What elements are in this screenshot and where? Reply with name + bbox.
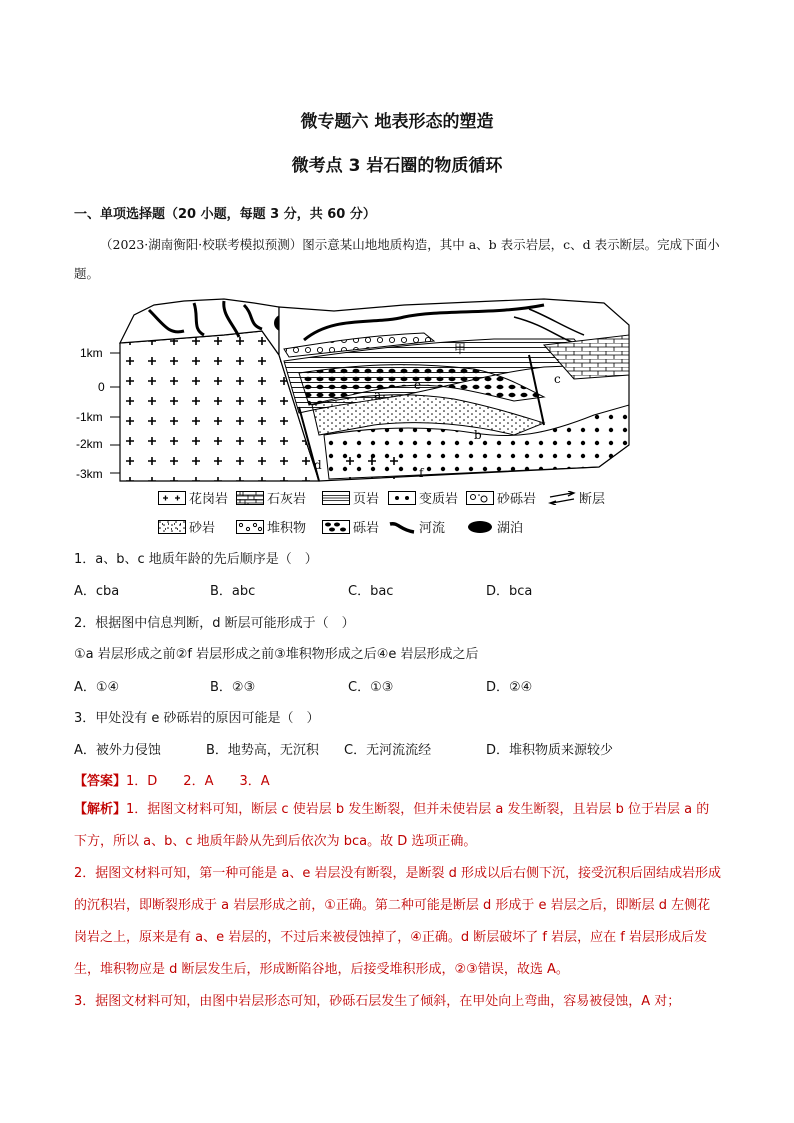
axis-label-minus2km: -2km [76, 437, 103, 451]
sandstone-icon [158, 520, 186, 534]
question-2-statements: ①a 岩层形成之前②f 岩层形成之前③堆积物形成之后④e 岩层形成之后 [74, 647, 479, 662]
axis-label-minus3km: -3km [76, 467, 103, 481]
axis-label-1km: 1km [80, 346, 103, 360]
label-b: b [474, 428, 482, 442]
option[interactable]: D．②④ [486, 680, 533, 695]
fault-icon [548, 491, 576, 505]
option[interactable]: C．无河流流经 [344, 743, 432, 758]
shale-icon [322, 491, 350, 505]
label-c: c [554, 372, 561, 386]
label-jia: 甲 [454, 342, 467, 356]
sandy-conglomerate-icon [466, 491, 494, 505]
question-2-stem: 2．根据图中信息判断，d 断层可能形成于（ ） [74, 616, 355, 631]
diagram-legend [150, 486, 650, 542]
legend-item: 页岩 [322, 488, 379, 507]
option[interactable]: C．bac [348, 584, 394, 599]
legend-item: 堆积物 [236, 517, 306, 536]
legend-item: 花岗岩 [158, 488, 228, 507]
legend-item: 石灰岩 [236, 488, 306, 507]
question-intro: （2023·湖南衡阳·校联考模拟预测）图示意某山地地质构造，其中 a、b 表示岩层，c、d 表示断层。完成下面小题。 [74, 237, 720, 281]
option[interactable]: A．cba [74, 584, 120, 599]
label-f: f [419, 466, 424, 480]
legend-item: 湖泊 [466, 517, 523, 536]
page-subtitle: 微考点 3 岩石圈的物质循环 [291, 156, 503, 176]
analysis-paragraph-2: 2．据图文材料可知，第一种可能是 a、e 岩层没有断裂，是断裂 d 形成以后右侧下沉，接受沉积后固结成岩形成的沉积岩，即断裂形成于 a 岩层形成之前，①正确。第二种可能是断层 d 形成于 e 岩层之后，即断层 d 左侧花岗岩之上，原来是有 a、e 岩层的，不过后来被侵蚀掉了，④正确。d 断层破坏了 f 岩层，应在 f 岩层形成后发生，堆积物应是 d 断层发生后，形成断陷谷地，后接受堆积形成，②③错误，故选 A。 [74, 866, 722, 977]
river-icon [388, 520, 416, 534]
option[interactable]: D．堆积物质来源较少 [486, 743, 614, 758]
option[interactable]: B．②③ [210, 680, 256, 695]
answer-line [74, 770, 270, 789]
limestone-icon [236, 491, 264, 505]
legend-item: 断层 [548, 488, 605, 507]
lake-icon [466, 520, 494, 534]
axis-label-0: 0 [98, 380, 105, 394]
legend-item: 砂岩 [158, 517, 215, 536]
label-e: e [414, 378, 422, 392]
question-3-stem: 3．甲处没有 e 砂砾岩的原因可能是（ ） [74, 711, 320, 726]
deposit-icon [236, 520, 264, 534]
option[interactable]: B．地势高，无沉积 [206, 743, 319, 758]
question-1-stem: 1．a、b、c 地质年龄的先后顺序是（ ） [74, 552, 318, 567]
page-title: 微专题六 地表形态的塑造 [300, 112, 494, 132]
section-heading: 一、单项选择题（20 小题，每题 3 分，共 60 分） [74, 207, 376, 222]
axis-label-minus1km: -1km [76, 410, 103, 424]
option[interactable]: C．①③ [348, 680, 394, 695]
option[interactable]: D．bca [486, 584, 533, 599]
granite-icon [158, 491, 186, 505]
metamorphic-icon [388, 491, 416, 505]
option[interactable]: A．①④ [74, 680, 120, 695]
answer-text: 1．D 2．A 3．A [126, 774, 270, 789]
analysis-label: 【解析】 [74, 802, 127, 817]
analysis-paragraph-3: 3．据图文材料可知，由图中岩层形态可知，砂砾石层发生了倾斜，在甲处向上弯曲，容易被侵蚀，A 对； [74, 994, 681, 1009]
option[interactable]: A．被外力侵蚀 [74, 743, 161, 758]
legend-item: 砾岩 [322, 517, 379, 536]
legend-item: 砂砾岩 [466, 488, 536, 507]
geology-diagram [74, 295, 634, 487]
label-a: a [374, 388, 382, 402]
legend-item: 河流 [388, 517, 445, 536]
legend-item: 变质岩 [388, 488, 458, 507]
analysis-paragraph-1: 【解析】1．据图文材料可知，断层 c 使岩层 b 发生断裂，但并未使岩层 a 发生断裂，且岩层 b 位于岩层 a 的下方，所以 a、b、c 地质年龄从先到后依次为 bca。故 D 选项正确。 [74, 802, 710, 849]
conglomerate-icon [322, 520, 350, 534]
label-d: d [314, 458, 322, 472]
option[interactable]: B．abc [210, 584, 256, 599]
answer-label: 【答案】 [74, 774, 127, 789]
